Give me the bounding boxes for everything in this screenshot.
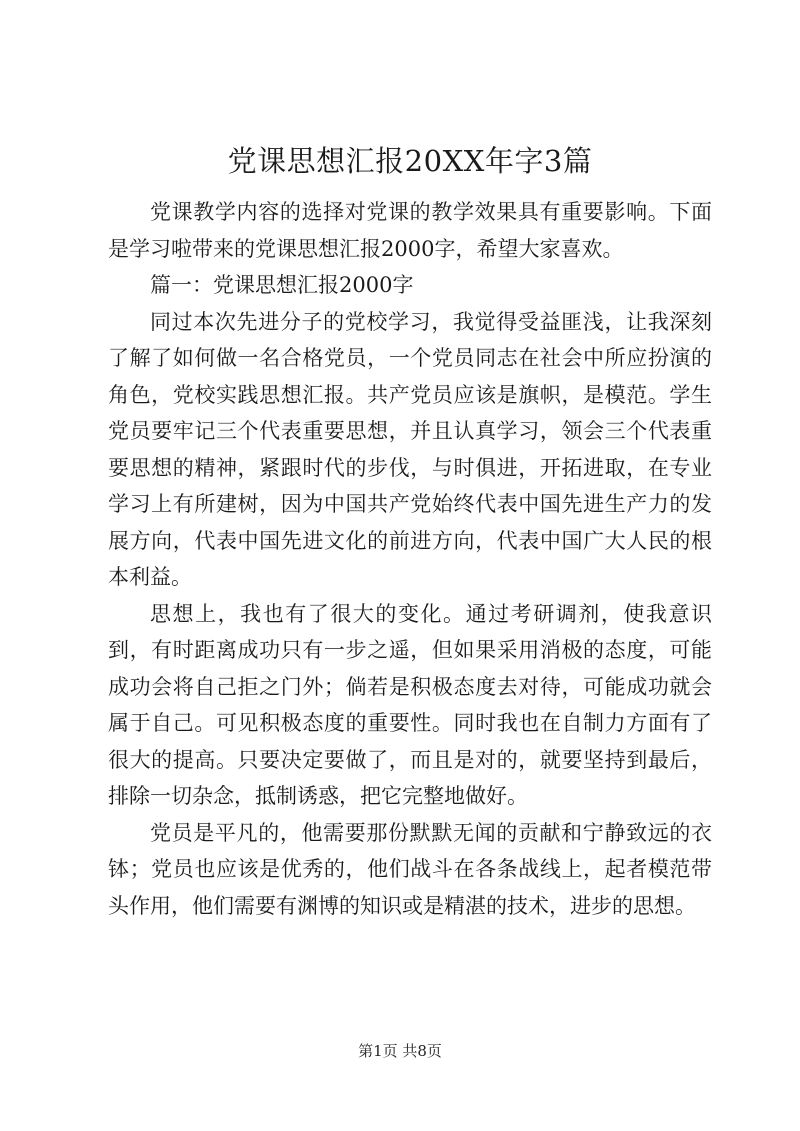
paragraph-body-2: 思想上，我也有了很大的变化。通过考研调剂，使我意识到，有时距离成功只有一步之遥，但如果采用消极的态度，可能成功会将自己拒之门外；倘若是积极态度去对待，可能成功就会属于自己。可见积极态度的重要性。同时我也在自制力方面有了很大的提高。只要决定要做了，而且是对的，就要坚持到最后，排除一切杂念，抵制诱惑，把它完整地做好。 (108, 601, 712, 808)
document-title: 党课思想汇报20XX年字3篇 (227, 144, 593, 178)
paragraph-intro: 党课教学内容的选择对党课的教学效果具有重要影响。下面是学习啦带来的党课思想汇报2000字，希望大家喜欢。 (108, 200, 712, 261)
document-page (108, 140, 712, 924)
page-footer: 第1页 共8页 (358, 1042, 442, 1060)
paragraph-body-3: 党员是平凡的，他需要那份默默无闻的贡献和宁静致远的衣钵；党员也应该是优秀的，他们战斗在各条战线上，起者模范带头作用，他们需要有渊博的知识或是精湛的技术，进步的思想。 (108, 820, 712, 918)
paragraph-body-1: 同过本次先进分子的党校学习，我觉得受益匪浅，让我深刻了解了如何做一名合格党员，一个党员同志在社会中所应扮演的角色，党校实践思想汇报。共产党员应该是旗帜，是模范。学生党员要牢记三个代表重要思想，并且认真学习，领会三个代表重要思想的精神，紧跟时代的步伐，与时俱进，开拓进取，在专业学习上有所建树，因为中国共产党始终代表中国先进生产力的发展方向，代表中国先进文化的前进方向，代表中国广大人民的根本利益。 (108, 309, 712, 589)
section-heading: 篇一：党课思想汇报2000字 (150, 273, 414, 297)
